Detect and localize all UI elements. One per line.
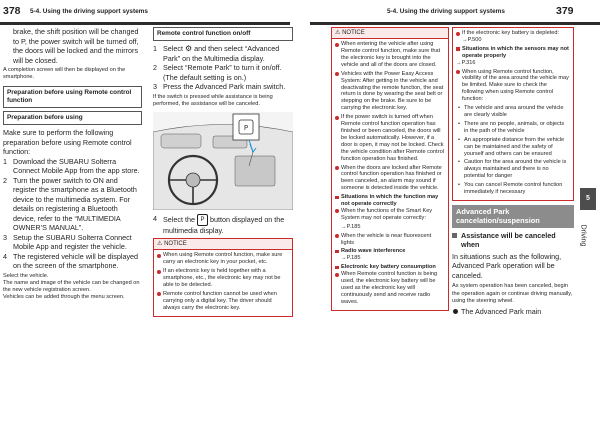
step-list <box>3 157 142 271</box>
page-ref: →P.185 <box>341 255 361 262</box>
header-rule-right <box>310 22 600 25</box>
assistance-text: In situations such as the following, Advanced Park operation will be canceled. <box>452 251 562 280</box>
assist-cancel-note: If the switch is pressed while assistance is being performed, the assistance will be canceled. <box>153 93 273 107</box>
notice-item: When the vehicle is near fluorescent lights <box>335 233 445 247</box>
notice-item: If the electronic key battery is depleted: →P.500 <box>456 30 570 44</box>
prep-remote-box: Preparation before using Remote control function <box>3 86 142 108</box>
header-rule-left <box>0 22 290 25</box>
intro-text: brake, the shift position will be changed to P, the power switch will be turned off, the doors will be locked and the mirrors will be closed. <box>13 27 139 65</box>
dashboard-illustration <box>153 112 293 210</box>
completion-note: A completion screen will then be displayed on the smartphone. <box>3 67 126 81</box>
remote-onoff-box: Remote control function on/off <box>153 27 293 41</box>
notice-item: Remote control function cannot be used when carrying only a digital key. The driver should always carry the electronic key. <box>157 291 289 312</box>
notice-item: When the functions of the Smart Key System may not operate correctly: <box>335 208 445 222</box>
right-section-title: 5-4. Using the driving support systems <box>387 8 505 15</box>
notice-box-2 <box>153 238 293 316</box>
column-3 <box>331 27 449 311</box>
page-header <box>0 0 600 26</box>
add-vehicle-note: Vehicles can be added through the menu screen. <box>3 293 125 300</box>
check-item: • You can cancel Remote control function immediately if necessary <box>456 182 570 196</box>
notice-item: When entering the vehicle after using Remote control function, make sure that the electronic key is brought into the vehicle and all of the doors are closed. <box>335 41 445 69</box>
cancel-condition-item: The Advanced Park main <box>452 307 574 317</box>
prep-box: Preparation before using <box>3 111 142 125</box>
warning-icon: ⚠ <box>157 241 163 248</box>
chapter-tab-label: Driving <box>579 224 587 247</box>
notice-subhead: Situations in which the function may not operate correctly <box>335 194 445 208</box>
check-item: • An appropriate distance from the vehicle can be maintained and the safety of yourself and others can be ensured <box>456 137 570 158</box>
notice-item: When Remote control function is being used, the electronic key battery will be used as the electronic key will continuously send and receive radio waves. <box>335 271 445 306</box>
notice-subhead: Radio wave interference <box>335 248 445 255</box>
select-vehicle-text: Select the vehicle. <box>3 272 49 279</box>
notice-subhead: Electronic key battery consumption <box>335 264 445 271</box>
step-1-select: 1 Select ⚙ and then select “Advanced Park” on the Multimedia display. <box>153 44 280 63</box>
chapter-tab-number: 5 <box>580 188 596 210</box>
column-1 <box>3 27 142 301</box>
warning-icon: ⚠ <box>335 30 341 36</box>
check-item: • The vehicle and area around the vehicle are clearly visible <box>456 105 570 119</box>
notice-heading: ⚠ NOTICE <box>154 239 292 250</box>
left-page-number: 378 <box>3 5 21 17</box>
park-button-icon: P <box>197 214 208 226</box>
step-4: 4 The registered vehicle will be displayed on the screen of the smartphone. <box>3 251 139 271</box>
assistance-canceled-heading: Assistance will be canceled when <box>452 231 574 250</box>
prep-text: Make sure to perform the following preparation before using Remote control function: <box>3 128 132 157</box>
notice-item: Vehicles with the Power Easy Access System: After getting in the vehicle and deactivating the remote function, the seat return is done by wearing the seat belt or stepping on the brake. Be sure to be carrying the electronic key. <box>335 71 445 112</box>
notice-box-3 <box>331 27 449 311</box>
notice-item: When using Remote control function, make sure carry an electronic key in your pocket, etc. <box>157 252 289 266</box>
column-2 <box>153 27 293 317</box>
dashboard-svg <box>153 112 293 210</box>
svg-text:P: P <box>243 123 249 132</box>
step-2-remote-park: 2 Select “Remote Park” to turn it on/off. (The default setting is on.) <box>153 63 282 82</box>
page-ref: →P.185 <box>341 223 361 230</box>
check-item: • Caution for the area around the vehicle is always maintained and there is no potential for danger <box>456 159 570 180</box>
notice-item: If the power switch is turned off when Remote control function operation has finished or been canceled, the doors will be locked automatically. However, if a door is open, it may not be locked. Check the vehicle condition after Remote control function operation has finished. <box>335 114 445 162</box>
notice-item: If an electronic key is held together with a smartphone, etc., the electronic key may not be able to be detected. <box>157 268 289 289</box>
notice-box-4 <box>452 27 574 201</box>
gear-icon: ⚙ <box>184 44 193 53</box>
column-4 <box>452 27 574 316</box>
step-3-press-switch: 3 Press the Advanced Park main switch. <box>153 82 286 91</box>
check-item: • There are no people, animals, or objects in the path of the vehicle <box>456 121 570 135</box>
notice-item: When using Remote control function, visibility of the area around the vehicle may be limited. Make sure to check the following when using Remote control function: <box>456 69 570 104</box>
step-3: 3 Setup the SUBARU Solterra Connect Mobile App and register the vehicle. <box>3 232 132 252</box>
notice-item: When the doors are locked after Remote control function operation has finished or been canceled, an alarm may sound if someone is detected inside the vehicle. <box>335 165 445 193</box>
notice-subhead: Situations in which the sensors may not operate properly <box>456 46 570 60</box>
cancel-section-heading: Advanced Park cancelation/suspension <box>452 205 574 228</box>
right-page-number: 379 <box>556 5 574 17</box>
step-1: 1 Download the SUBARU Solterra Connect Mobile App from the app store. <box>3 156 140 176</box>
left-section-title: 5-4. Using the driving support systems <box>30 8 148 15</box>
system-note: As system operation has been canceled, begin the operation again or continue driving manually, using the steering wheel. <box>452 283 573 304</box>
name-change-note: The name and image of the vehicle can be changed on the new vehicle registration screen. <box>3 279 140 293</box>
step-4-select-p: 4 Select the P button displayed on the multimedia display. <box>153 213 285 235</box>
step-2: 2 Turn the power switch to ON and register the smartphone as a Bluetooth device to the multimedia system. For details on registering a Bluetooth device, refer to the “MULTIMEDIA OWNER’S MANUAL”. <box>3 175 137 233</box>
page-ref: →P.316 <box>456 59 476 66</box>
notice-heading: ⚠ NOTICE <box>332 28 448 39</box>
